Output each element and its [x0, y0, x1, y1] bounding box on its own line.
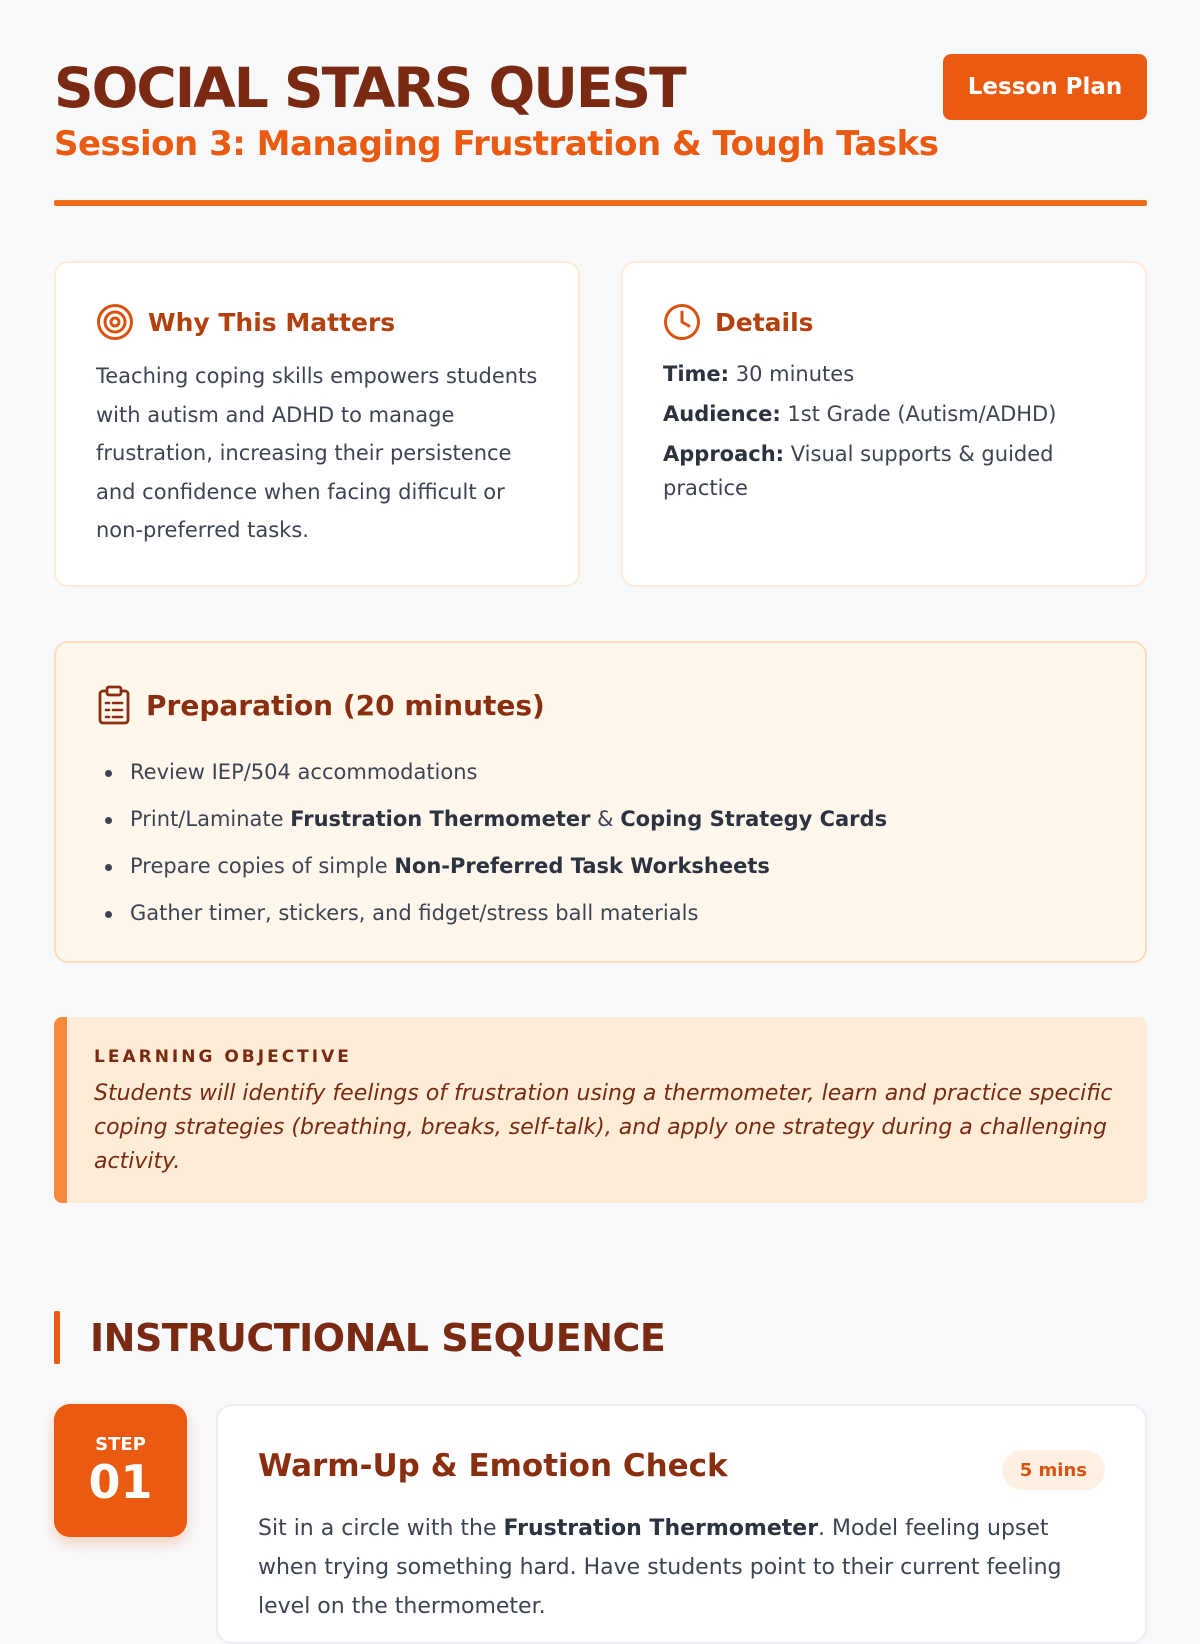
step-word: STEP [95, 1434, 146, 1455]
step-time-badge: 5 mins [1002, 1450, 1105, 1490]
clock-icon [663, 303, 701, 341]
detail-time-value: 30 minutes [735, 362, 855, 386]
session-subtitle: Session 3: Managing Frustration & Tough Tasks [54, 124, 939, 164]
detail-approach-label: Approach: [663, 442, 785, 466]
step-title: Warm-Up & Emotion Check [258, 1448, 728, 1484]
list-item [96, 796, 887, 843]
sequence-title: INSTRUCTIONAL SEQUENCE [90, 1315, 666, 1360]
lesson-page [54, 0, 1147, 1619]
objective-text: Students will identify feelings of frustration using a thermometer, learn and practice specific coping strategies (breathing, breaks, self-talk), and apply one strategy during a challenging activity. [94, 1081, 1113, 1174]
step-text: Sit in a circle with the [258, 1516, 504, 1541]
prep-item-text: Gather timer, stickers, and fidget/stress ball materials [130, 901, 699, 925]
objective-label: LEARNING OBJECTIVE [94, 1047, 352, 1067]
step-text: . Model feeling upset when trying something hard. Have students point to their current feeling level on the thermometer. [258, 1516, 1062, 1619]
details-card [621, 261, 1147, 587]
header-divider [54, 200, 1147, 206]
prep-item-text: Review IEP/504 accommodations [130, 760, 478, 784]
why-this-matters-card [54, 261, 580, 587]
sequence-accent-bar [54, 1311, 60, 1364]
detail-time-label: Time: [663, 362, 730, 386]
step-number: 01 [88, 1455, 153, 1509]
target-icon [96, 303, 134, 341]
page-title: SOCIAL STARS QUEST [54, 56, 685, 120]
detail-audience [663, 397, 1103, 431]
page-header [54, 54, 1147, 208]
prep-item-text: Print/Laminate [130, 807, 291, 831]
list-item [96, 843, 887, 890]
detail-audience-value: 1st Grade (Autism/ADHD) [787, 402, 1057, 426]
prep-item-bold: Non-Preferred Task Worksheets [394, 854, 770, 878]
prep-item-text: & [590, 807, 621, 831]
step-bold: Frustration Thermometer [503, 1516, 819, 1541]
preparation-title: Preparation (20 minutes) [146, 688, 545, 722]
preparation-card [54, 641, 1147, 963]
details-card-title: Details [715, 307, 814, 337]
lesson-plan-button[interactable]: Lesson Plan [943, 54, 1147, 120]
preparation-header [96, 685, 545, 725]
sequence-heading [54, 1311, 665, 1364]
prep-item-bold: Frustration Thermometer [290, 807, 591, 831]
details-card-header [663, 303, 814, 341]
why-card-header [96, 303, 395, 341]
step-card [216, 1404, 1147, 1644]
learning-objective [54, 1017, 1147, 1203]
preparation-list [96, 749, 887, 937]
detail-approach-value: Visual supports & guided practice [663, 442, 1054, 500]
why-card-title: Why This Matters [148, 307, 396, 337]
clipboard-icon [96, 685, 132, 725]
prep-item-bold: Coping Strategy Cards [620, 807, 888, 831]
detail-approach [663, 437, 1103, 505]
list-item [96, 890, 887, 937]
detail-time [663, 357, 1103, 391]
why-card-body: Teaching coping skills empowers students with autism and ADHD to manage frustration, increasing their persistence and confidence when facing difficult or non-preferred tasks. [96, 364, 538, 542]
list-item [96, 749, 887, 796]
detail-audience-label: Audience: [663, 402, 781, 426]
step-description [258, 1509, 1108, 1626]
details-list [663, 357, 1103, 511]
prep-item-text: Prepare copies of simple [130, 854, 395, 878]
step-badge [54, 1404, 187, 1537]
